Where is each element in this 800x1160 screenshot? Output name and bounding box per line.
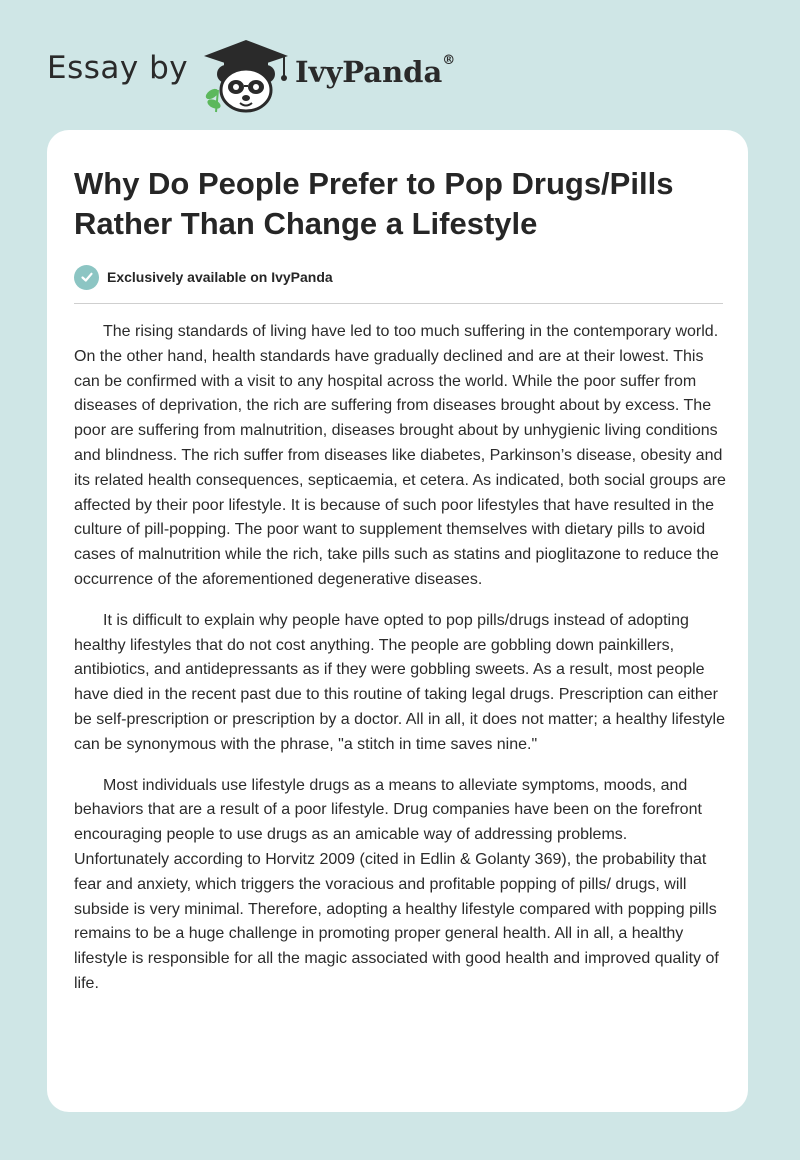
registered-mark: ® (442, 53, 456, 68)
check-circle-icon (74, 265, 99, 290)
paragraph: It is difficult to explain why people have opted to pop pills/drugs instead of adopting healthy lifestyles that do not cost anything. The people are gobbling down painkillers, antibiotics, and antidepressants as if they were gobbling sweets. As a result, most people have died in the recent past due to this routine of taking legal drugs. Prescription can either be self-prescription or prescription by a doctor. All in all, it does not matter; a healthy lifestyle can be synonymous with the phrase, "a stitch in time saves nine." (74, 611, 725, 753)
essay-card (47, 130, 748, 1112)
brand-text: IvyPanda (295, 55, 443, 89)
site-header (0, 0, 800, 130)
brand-name[interactable] (295, 55, 455, 89)
paragraph: The rising standards of living have led to too much suffering in the contemporary world. On the other hand, health standards have gradually declined and are at their lowest. This can be confirmed with a visit to any hospital across the world. While the poor suffer from diseases of deprivation, the rich are suffering from diseases brought about by excess. The poor are suffering from malnutrition, diseases brought about by unhygienic living conditions and blindness. The rich suffer from diseases like diabetes, Parkinson’s disease, obesity and its related health consequences, septicaemia, et cetera. As indicated, both social groups are affected by their poor lifestyle. It is because of such poor lifestyles that have resulted in the culture of pill-popping. The poor want to supplement themselves with dietary pills to avoid cases of malnutrition while the rich, take pills such as statins and pioglitazone to reduce the occurrence of the aforementioned degenerative diseases. (74, 323, 726, 588)
exclusive-badge-label: Exclusively available on IvyPanda (107, 269, 333, 285)
exclusive-badge (74, 264, 333, 290)
paragraph: Most individuals use lifestyle drugs as a means to alleviate symptoms, moods, and behaviors that are a result of a poor lifestyle. Drug companies have been on the forefront encouraging people to use drugs as an amicable way of addressing problems. Unfortunately according to Horvitz 2009 (cited in Edlin & Golanty 369), the probability that fear and anxiety, which triggers the voracious and profitable popping of pills/ drugs, will subside is very minimal. Therefore, adopting a healthy lifestyle compared with popping pills remains to be a huge challenge in promoting proper general health. All in all, a healthy lifestyle is responsible for all the magic associated with good health and improved quality of life. (74, 776, 719, 992)
divider (74, 303, 723, 304)
essay-body (74, 320, 726, 1013)
panda-graduate-logo-icon[interactable] (200, 36, 292, 114)
essay-by-label: Essay by (47, 50, 189, 86)
essay-title: Why Do People Prefer to Pop Drugs/Pills Rather Than Change a Lifestyle (74, 166, 674, 241)
